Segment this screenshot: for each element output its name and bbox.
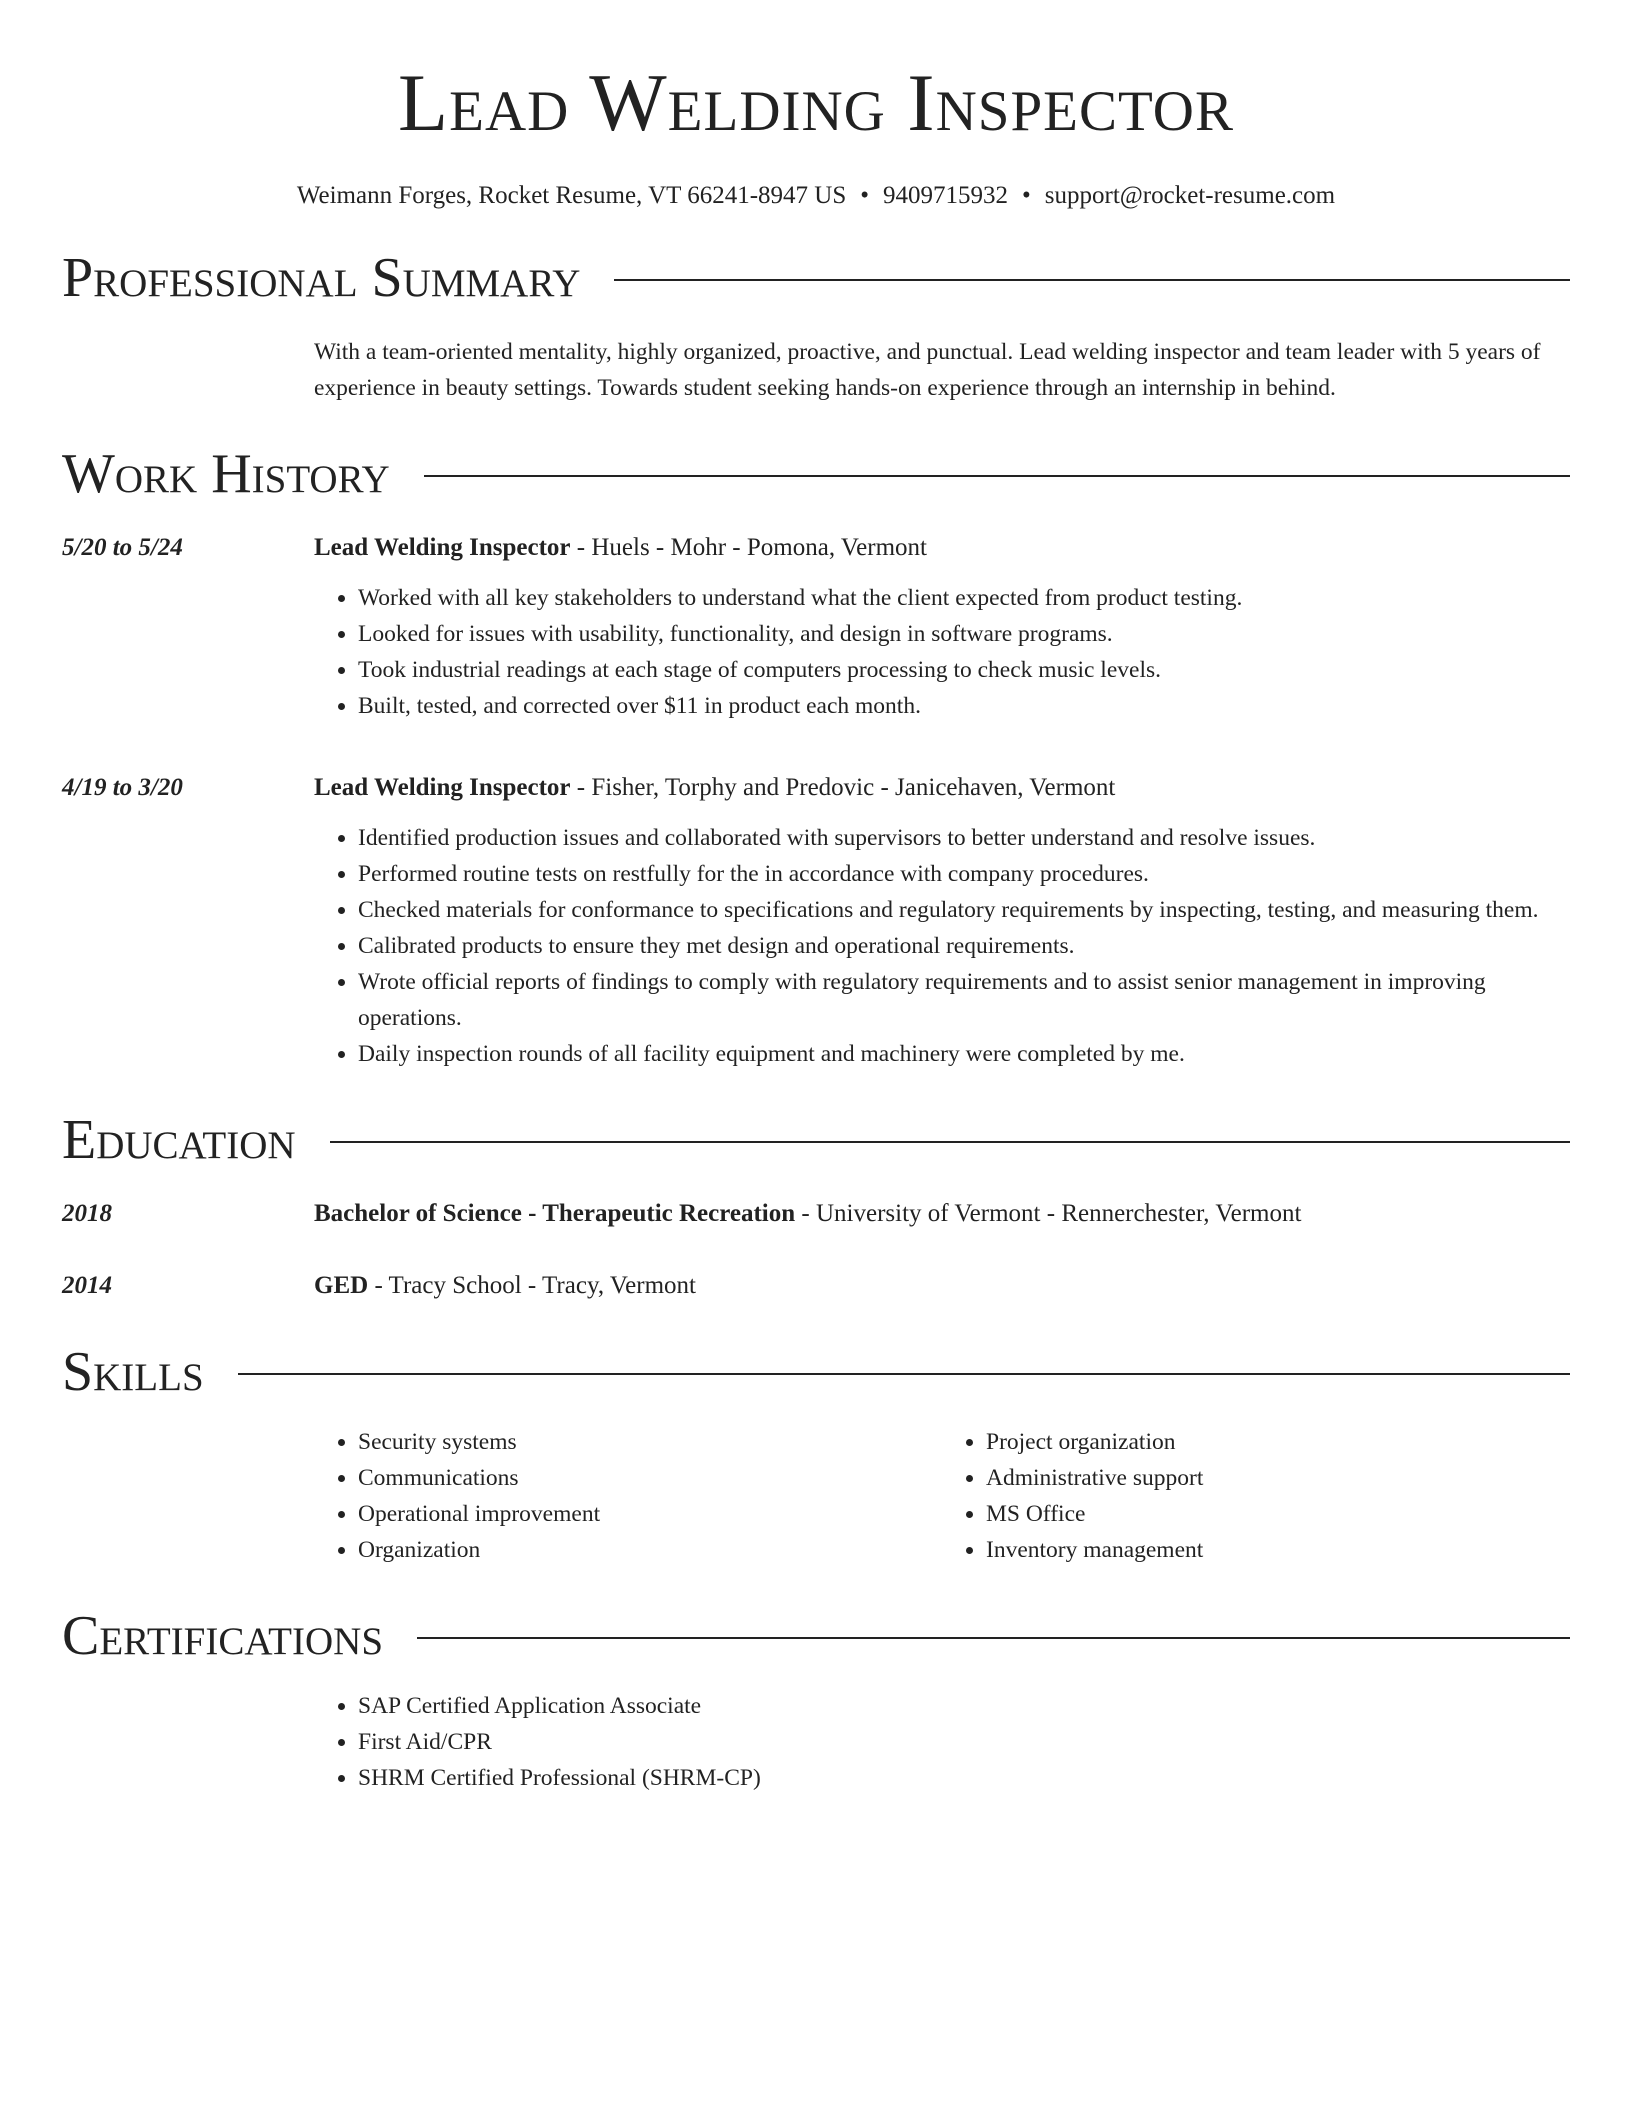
job-title-line — [314, 530, 1570, 566]
skills-spacer — [62, 1424, 314, 1568]
certifications-section-title: Certifications — [62, 1605, 384, 1667]
summary-spacer — [62, 334, 314, 406]
resume-name: Lead Welding Inspector — [398, 57, 1234, 148]
education-degree: Bachelor of Science - Therapeutic Recreation — [314, 1200, 796, 1227]
job-title: Lead Welding Inspector — [314, 534, 571, 561]
work-section-header — [62, 443, 1570, 505]
skill-item: • Communications — [358, 1460, 942, 1496]
certifications-row — [62, 1688, 1570, 1796]
education-year: 2018 — [62, 1200, 112, 1227]
skills-column-left — [314, 1424, 942, 1568]
skill-item: • MS Office — [986, 1496, 1570, 1532]
certification-item: • First Aid/CPR — [358, 1724, 1570, 1760]
job-title: Lead Welding Inspector — [314, 774, 571, 801]
contact-phone: 9409715932 — [883, 182, 1009, 209]
job-bullet: • Daily inspection rounds of all facility equipment and machinery were completed by me. — [358, 1036, 1570, 1072]
job-details: - Huels - Mohr - Pomona, Vermont — [570, 534, 927, 561]
summary-section-title: Professional Summary — [62, 247, 581, 309]
certification-item: • SHRM Certified Professional (SHRM-CP) — [358, 1760, 1570, 1796]
certifications-spacer — [62, 1688, 314, 1796]
skills-columns — [314, 1424, 1570, 1568]
contact-line — [62, 182, 1570, 210]
education-content — [314, 1268, 1570, 1304]
section-divider — [238, 1373, 1570, 1375]
job-title-line — [314, 770, 1570, 806]
certifications-section-header — [62, 1605, 1570, 1667]
skill-item: • Operational improvement — [358, 1496, 942, 1532]
skill-item: • Project organization — [986, 1424, 1570, 1460]
job-dates: 4/19 to 3/20 — [62, 774, 183, 801]
job-entry — [62, 770, 1570, 1072]
skills-list-left — [314, 1424, 942, 1568]
skills-section-header — [62, 1341, 1570, 1403]
certifications-list — [314, 1688, 1570, 1796]
job-bullet: • Checked materials for conformance to specifications and regulatory requirements by inspecting, testing, and measuring them. — [358, 892, 1570, 928]
job-details: - Fisher, Torphy and Predovic - Janicehaven, Vermont — [570, 774, 1116, 801]
education-details: - Tracy School - Tracy, Vermont — [368, 1272, 696, 1299]
education-list — [62, 1196, 1570, 1304]
job-bullet: • Built, tested, and corrected over $11 in product each month. — [358, 688, 1570, 724]
job-dates: 5/20 to 5/24 — [62, 534, 183, 561]
section-divider — [417, 1637, 1570, 1639]
skills-list-right — [942, 1424, 1570, 1568]
skills-column-right — [942, 1424, 1570, 1568]
job-bullets — [314, 820, 1570, 1072]
summary-text: With a team-oriented mentality, highly organized, proactive, and punctual. Lead welding inspector and team leader with 5 years of experience in beauty settings. Towards student seeking hands-on experience through an internship in behind. — [314, 339, 1541, 401]
education-entry — [62, 1196, 1570, 1232]
job-bullet: • Wrote official reports of findings to comply with regulatory requirements and to assist senior management in improving operations. — [358, 964, 1570, 1036]
job-entry — [62, 530, 1570, 724]
job-list — [62, 530, 1570, 1072]
education-degree: GED — [314, 1272, 369, 1299]
education-details: - University of Vermont - Rennerchester, Vermont — [795, 1200, 1302, 1227]
education-section-title: Education — [62, 1109, 296, 1171]
education-year: 2014 — [62, 1272, 112, 1299]
section-divider — [614, 279, 1570, 281]
job-bullet: • Identified production issues and collaborated with supervisors to better understand and resolve issues. — [358, 820, 1570, 856]
skill-item: • Organization — [358, 1532, 942, 1568]
skill-item: • Administrative support — [986, 1460, 1570, 1496]
job-bullet: • Performed routine tests on restfully for the in accordance with company procedures. — [358, 856, 1570, 892]
skill-item: • Security systems — [358, 1424, 942, 1460]
skill-item: • Inventory management — [986, 1532, 1570, 1568]
education-content — [314, 1196, 1570, 1232]
education-section-header — [62, 1109, 1570, 1171]
job-bullet: • Calibrated products to ensure they met design and operational requirements. — [358, 928, 1570, 964]
job-bullet: • Looked for issues with usability, functionality, and design in software programs. — [358, 616, 1570, 652]
education-entry — [62, 1268, 1570, 1304]
section-divider — [424, 475, 1570, 477]
contact-email: support@rocket-resume.com — [1044, 182, 1336, 209]
summary-row — [62, 334, 1570, 406]
job-bullets — [314, 580, 1570, 724]
contact-address: Weimann Forges, Rocket Resume, VT 66241-8947 US — [296, 182, 847, 209]
job-bullet: • Worked with all key stakeholders to understand what the client expected from product testing. — [358, 580, 1570, 616]
work-section-title: Work History — [62, 443, 390, 505]
job-content — [314, 770, 1570, 1072]
job-content — [314, 530, 1570, 724]
certifications-content — [314, 1688, 1570, 1796]
contact-separator: • — [860, 182, 870, 209]
job-bullet: • Took industrial readings at each stage of computers processing to check music levels. — [358, 652, 1570, 688]
summary-section-header — [62, 247, 1570, 309]
contact-separator: • — [1022, 182, 1031, 209]
skills-section-title: Skills — [62, 1341, 204, 1403]
section-divider — [330, 1141, 1570, 1143]
certification-item: • SAP Certified Application Associate — [358, 1688, 1570, 1724]
skills-row — [62, 1424, 1570, 1568]
